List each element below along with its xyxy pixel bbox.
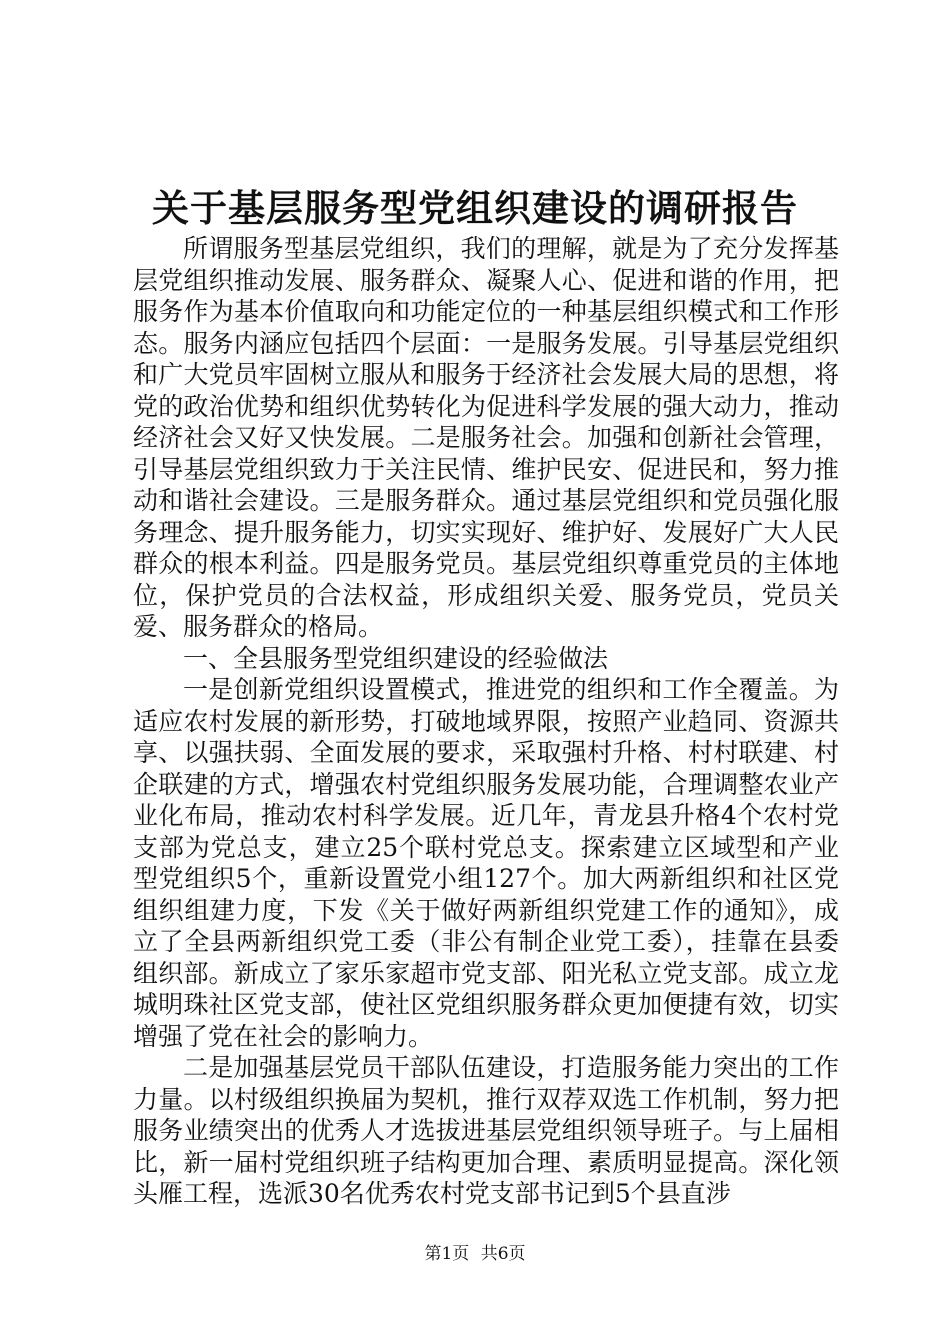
paragraph-first-measure: 一是创新党组织设置模式，推进党的组织和工作全覆盖。为适应农村发展的新形势，打破地域界限，按照产业趋同、资源共享、以强扶弱、全面发展的要求，采取强村升格、村村联建、村企联建的方式，增强农村党组织服务发展功能，合理调整农业产业化布局，推动农村科学发展。近几年，青龙县升格4个农村党支部为党总支，建立25个联村党总支。探索建立区域型和产业型党组织5个，重新设置党小组127个。加大两新组织和社区党组织组建力度，下发《关于做好两新组织党建工作的通知》，成立了全县两新组织党工委（非公有制企业党工委），挂靠在县委组织部。新成立了家乐家超市党支部、阳光私立党支部。成立龙城明珠社区党支部，使社区党组织服务群众更加便捷有效，切实增强了党在社会的影响力。 bbox=[133, 675, 839, 1051]
section-heading: 一、全县服务型党组织建设的经验做法 bbox=[183, 643, 609, 673]
document-title: 关于基层服务型党组织建设的调研报告 bbox=[152, 186, 798, 230]
page-number: 第1页 bbox=[424, 1244, 470, 1264]
paragraph-second-measure: 二是加强基层党员干部队伍建设，打造服务能力突出的工作力量。以村级组织换届为契机，推行双荐双选工作机制，努力把服务业绩突出的优秀人才选拔进基层党组织领导班子。与上届相比，新一届村党组织班子结构更加合理、素质明显提高。深化领头雁工程，选派30名优秀农村党支部书记到5个县直涉 bbox=[133, 1053, 839, 1208]
paragraph-intro: 所谓服务型基层党组织，我们的理解，就是为了充分发挥基层党组织推动发展、服务群众、凝聚人心、促进和谐的作用，把服务作为基本价值取向和功能定位的一种基层组织模式和工作形态。服务内涵应包括四个层面：一是服务发展。引导基层党组织和广大党员牢固树立服从和服务于经济社会发展大局的思想，将党的政治优势和组织优势转化为促进科学发展的强大动力，推动经济社会又好又快发展。二是服务社会。加强和创新社会管理，引导基层党组织致力于关注民情、维护民安、促进民和，努力推动和谐社会建设。三是服务群众。通过基层党组织和党员强化服务理念、提升服务能力，切实实现好、维护好、发展好广大人民群众的根本利益。四是服务党员。基层党组织尊重党员的主体地位，保护党员的合法权益，形成组织关爱、服务党员，党员关爱、服务群众的格局。 bbox=[133, 234, 839, 641]
page-footer bbox=[0, 1244, 950, 1264]
page-total: 共6页 bbox=[480, 1244, 526, 1264]
document-body bbox=[133, 233, 839, 1210]
